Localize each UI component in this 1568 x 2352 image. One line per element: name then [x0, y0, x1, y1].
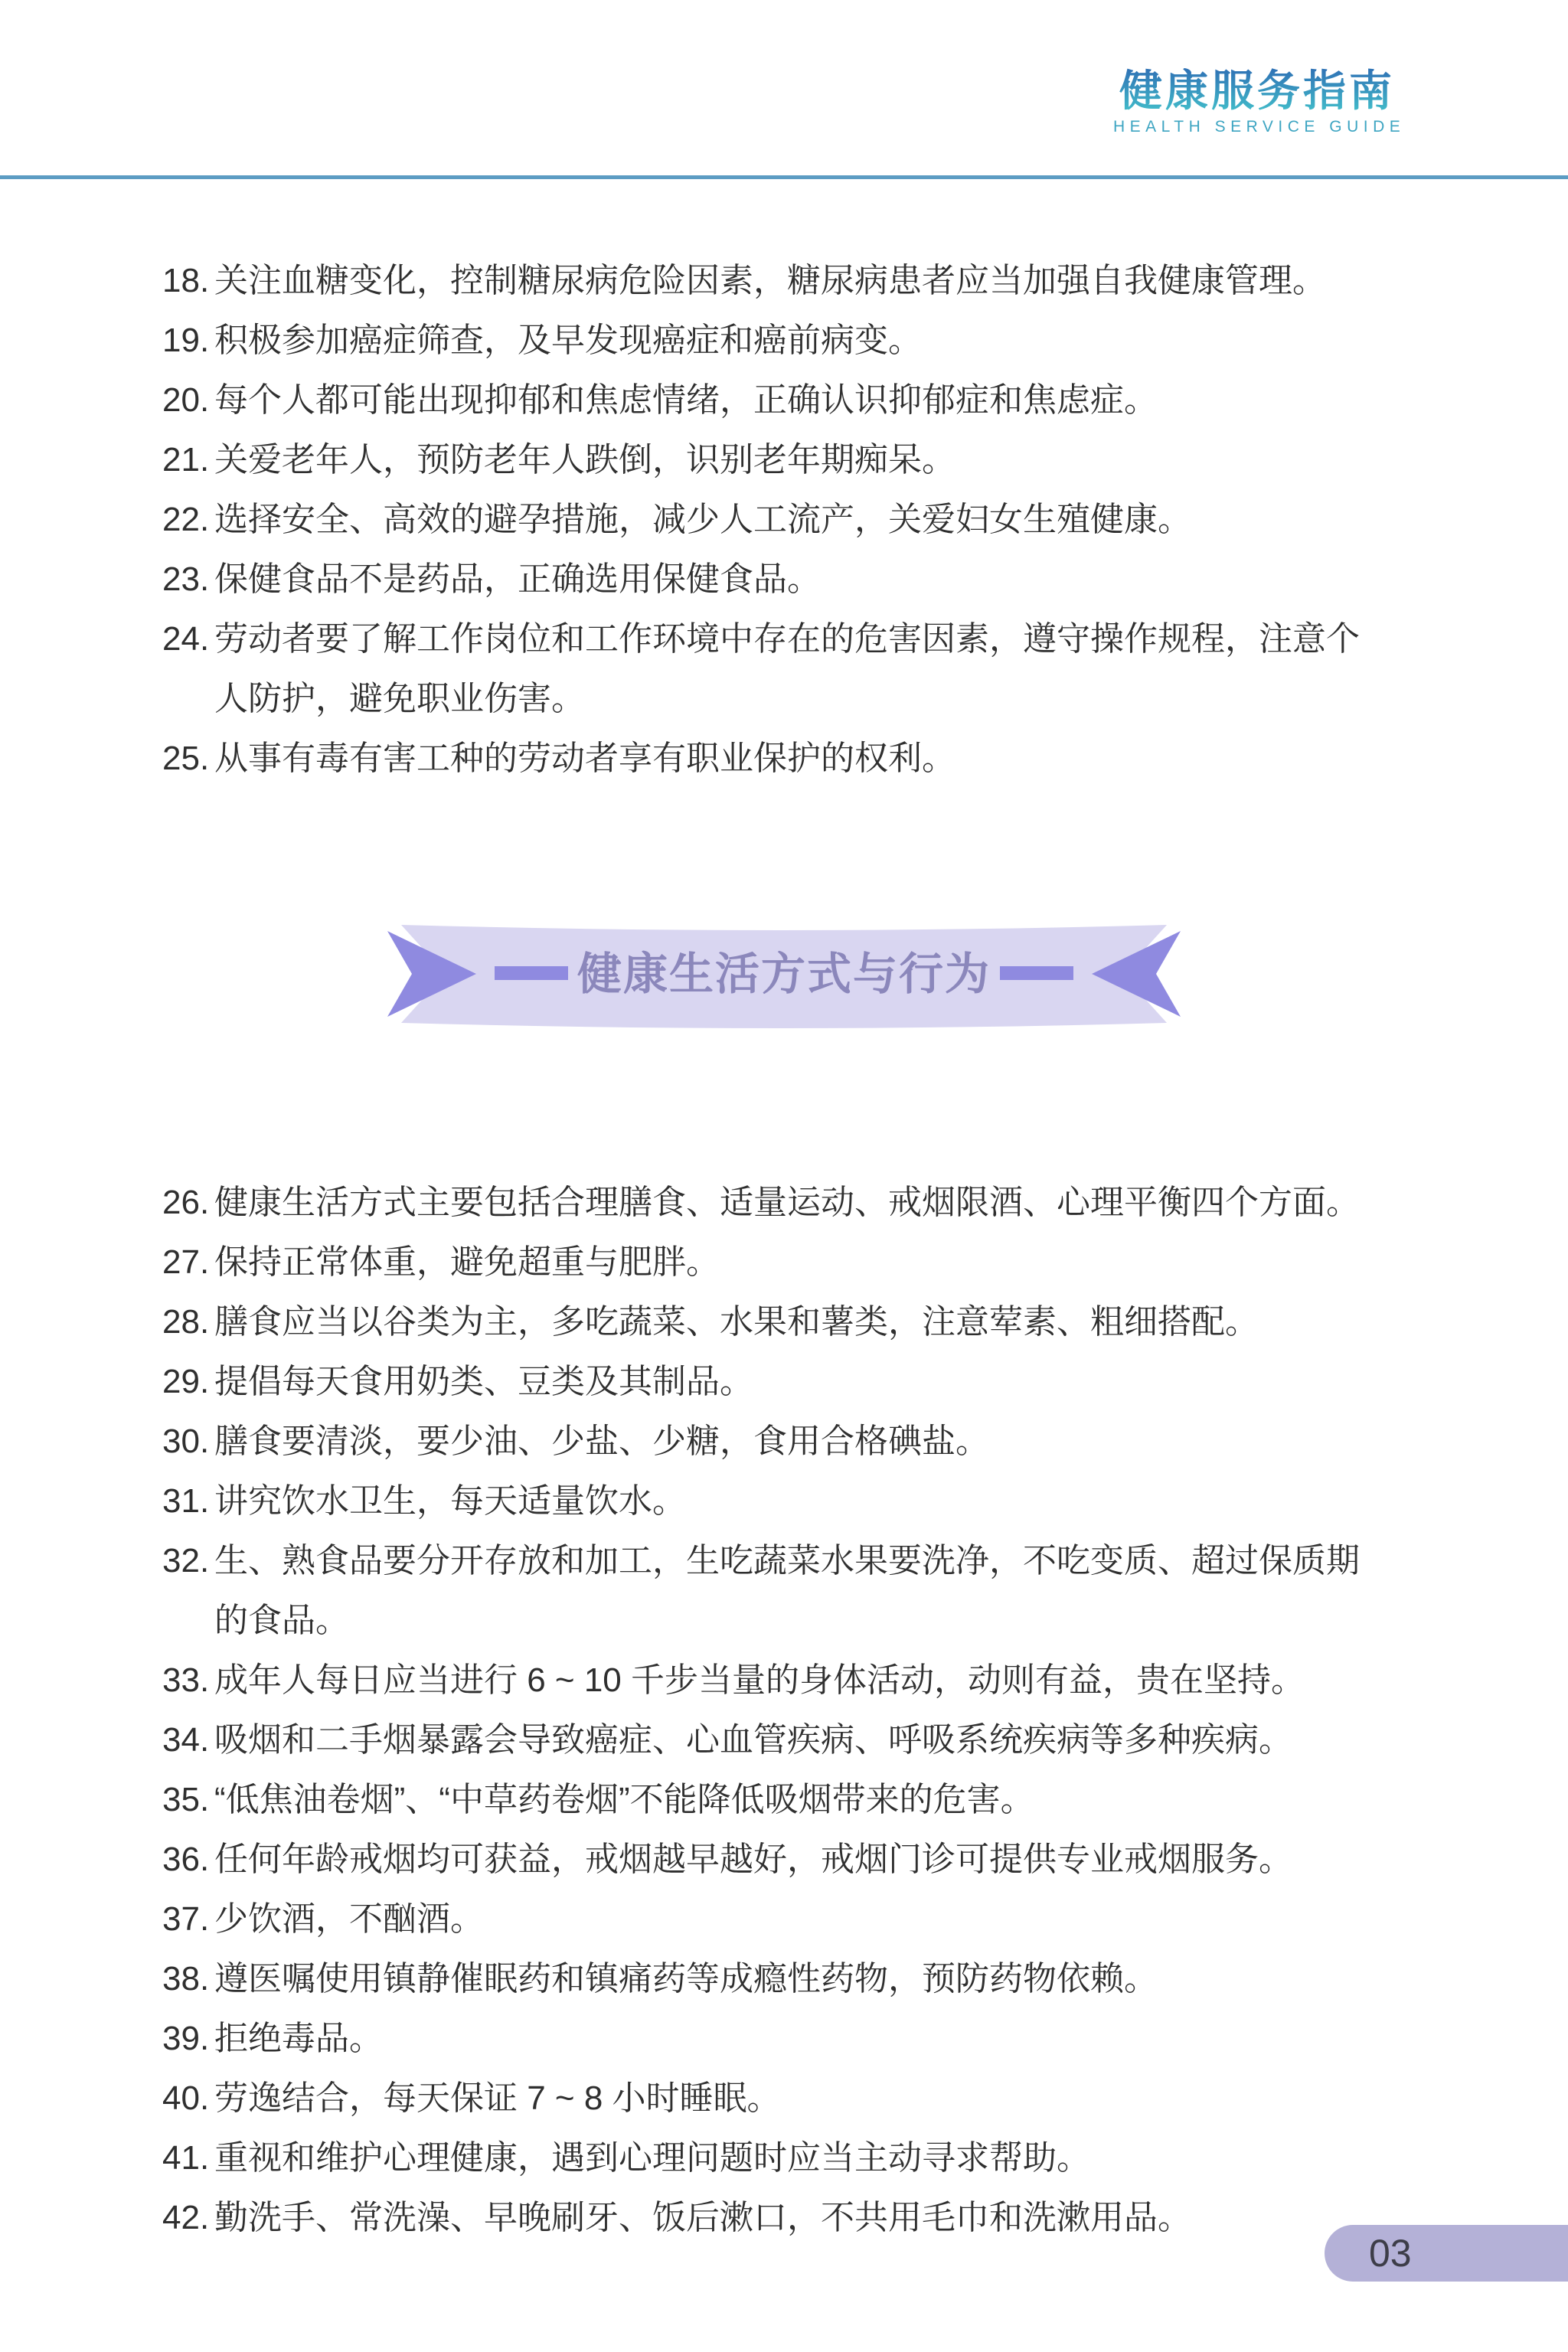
list-item — [162, 1233, 1418, 1292]
item-text: “低焦油卷烟”、“中草药卷烟”不能降低吸烟带来的危害。 — [214, 1781, 1034, 1818]
item-number: 18. — [162, 262, 210, 299]
item-text: 保持正常体重，避免超重与肥胖。 — [214, 1243, 720, 1281]
item-text: 每个人都可能出现抑郁和焦虑情绪，正确认识抑郁症和焦虑症。 — [214, 381, 1158, 419]
item-text: 劳逸结合，每天保证 7 ~ 8 小时睡眠。 — [214, 2079, 781, 2117]
logo-subtitle: HEALTH SERVICE GUIDE — [1113, 118, 1406, 136]
item-number: 22. — [162, 501, 210, 538]
list-item — [162, 609, 1418, 729]
item-text: 选择安全、高效的避孕措施，减少人工流产，关爱妇女生殖健康。 — [214, 501, 1191, 538]
item-number: 40. — [162, 2079, 210, 2117]
banner-dash-left-icon — [495, 966, 568, 980]
item-number: 33. — [162, 1661, 210, 1699]
list-item — [162, 1173, 1418, 1233]
list-item — [162, 1352, 1418, 1412]
item-number: 19. — [162, 322, 210, 359]
item-number: 23. — [162, 560, 210, 598]
item-text: 生、熟食品要分开存放和加工，生吃蔬菜水果要洗净，不吃变质、超过保质期 的食品。 — [214, 1542, 1360, 1639]
banner-title: 健康生活方式与行为 — [577, 949, 991, 999]
item-number: 29. — [162, 1363, 210, 1400]
item-number: 35. — [162, 1781, 210, 1818]
list-item — [162, 311, 1418, 371]
list-item — [162, 1710, 1418, 1770]
list-item — [162, 550, 1418, 609]
item-text: 提倡每天食用奶类、豆类及其制品。 — [214, 1363, 753, 1400]
page-header — [0, 0, 1568, 181]
item-number: 20. — [162, 381, 210, 419]
item-number: 28. — [162, 1303, 210, 1341]
item-text: 讲究饮水卫生，每天适量饮水。 — [214, 1482, 686, 1520]
list-item — [162, 490, 1418, 550]
item-number: 31. — [162, 1482, 210, 1520]
banner-ribbon — [378, 916, 1190, 1037]
item-text: 重视和维护心理健康，遇到心理问题时应当主动寻求帮助。 — [214, 2139, 1090, 2177]
item-text: 积极参加癌症筛查，及早发现癌症和癌前病变。 — [214, 322, 922, 359]
list-item — [162, 1830, 1418, 1890]
list-item — [162, 1412, 1418, 1472]
item-text: 健康生活方式主要包括合理膳食、适量运动、戒烟限酒、心理平衡四个方面。 — [214, 1184, 1360, 1221]
banner-dash-right-icon — [1000, 966, 1073, 980]
item-number: 42. — [162, 2199, 210, 2236]
list-item — [162, 1890, 1418, 1949]
item-number: 41. — [162, 2139, 210, 2177]
item-number: 37. — [162, 1900, 210, 1938]
item-number: 27. — [162, 1243, 210, 1281]
list-item — [162, 1531, 1418, 1651]
item-text: 少饮酒，不酗酒。 — [214, 1900, 484, 1938]
list-item — [162, 2128, 1418, 2188]
item-number: 26. — [162, 1184, 210, 1221]
header-logo — [1113, 66, 1406, 136]
item-number: 21. — [162, 441, 210, 479]
item-number: 24. — [162, 620, 210, 658]
page-number-badge — [1325, 2225, 1568, 2282]
guideline-list-lower — [0, 1173, 1568, 2248]
list-item — [162, 2188, 1418, 2248]
list-item — [162, 1770, 1418, 1830]
item-number: 38. — [162, 1960, 210, 1998]
header-rule — [0, 175, 1568, 179]
item-text: 膳食要清淡，要少油、少盐、少糖，食用合格碘盐。 — [214, 1423, 989, 1460]
item-text: 拒绝毒品。 — [214, 2020, 383, 2057]
item-number: 34. — [162, 1721, 210, 1759]
item-text: 任何年龄戒烟均可获益，戒烟越早越好，戒烟门诊可提供专业戒烟服务。 — [214, 1841, 1292, 1878]
list-item — [162, 1949, 1418, 2009]
item-text: 关爱老年人，预防老年人跌倒，识别老年期痴呆。 — [214, 441, 956, 479]
logo-title-graphic — [1113, 66, 1401, 113]
list-item — [162, 1472, 1418, 1531]
item-text: 遵医嘱使用镇静催眠药和镇痛药等成瘾性药物，预防药物依赖。 — [214, 1960, 1158, 1998]
logo-title: 健康服务指南 — [1119, 67, 1395, 113]
section-banner — [378, 916, 1190, 1037]
item-text: 劳动者要了解工作岗位和工作环境中存在的危害因素，遵守操作规程，注意个 人防护，避免职业伤害。 — [214, 620, 1360, 717]
list-item — [162, 371, 1418, 430]
item-number: 39. — [162, 2020, 210, 2057]
list-item — [162, 2069, 1418, 2128]
item-number: 25. — [162, 740, 210, 777]
list-item — [162, 1292, 1418, 1352]
item-text: 关注血糖变化，控制糖尿病危险因素，糖尿病患者应当加强自我健康管理。 — [214, 262, 1326, 299]
list-item — [162, 251, 1418, 311]
guideline-list-upper — [0, 251, 1568, 789]
item-number: 30. — [162, 1423, 210, 1460]
list-item — [162, 1651, 1418, 1710]
item-text: 吸烟和二手烟暴露会导致癌症、心血管疾病、呼吸系统疾病等多种疾病。 — [214, 1721, 1292, 1759]
item-text: 成年人每日应当进行 6 ~ 10 千步当量的身体活动，动则有益，贵在坚持。 — [214, 1661, 1305, 1699]
item-text: 保健食品不是药品，正确选用保健食品。 — [214, 560, 821, 598]
list-item — [162, 430, 1418, 490]
item-text: 从事有毒有害工种的劳动者享有职业保护的权利。 — [214, 740, 956, 777]
item-text: 膳食应当以谷类为主，多吃蔬菜、水果和薯类，注意荤素、粗细搭配。 — [214, 1303, 1259, 1341]
item-number: 36. — [162, 1841, 210, 1878]
page-number: 03 — [1369, 2232, 1412, 2275]
item-text: 勤洗手、常洗澡、早晚刷牙、饭后漱口，不共用毛巾和洗漱用品。 — [214, 2199, 1191, 2236]
item-number: 32. — [162, 1542, 210, 1579]
list-item — [162, 729, 1418, 789]
list-item — [162, 2009, 1418, 2069]
